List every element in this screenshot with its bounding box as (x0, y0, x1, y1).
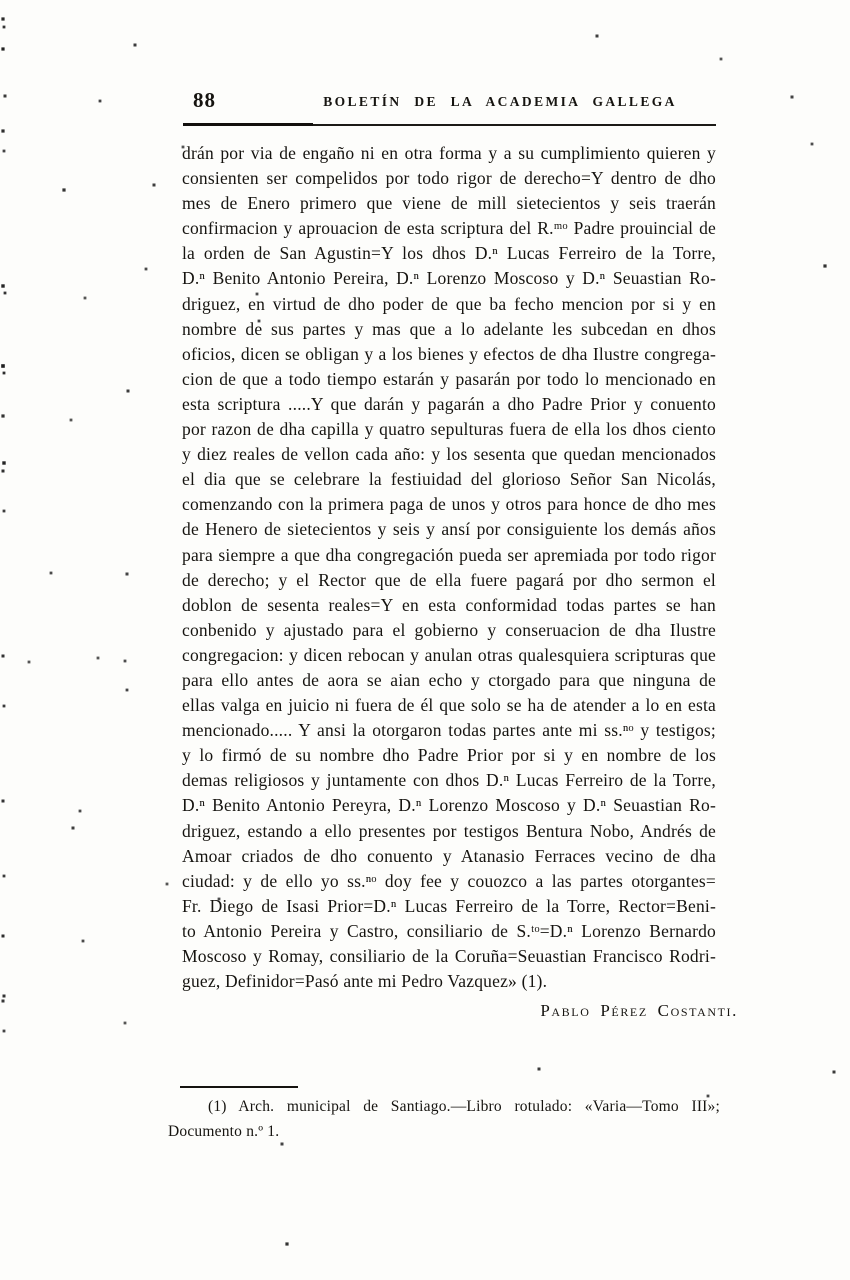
body-text-line: driguez, estando a ello presentes por testigos Bentura Nobo, Andrés de (182, 820, 716, 841)
body-text-line: drán por via de engaño ni en otra forma y a su cumplimiento quieren y (182, 143, 716, 163)
footnote-line: Documento n.º 1. (168, 1123, 280, 1140)
body-text-line: nombre de sus partes y mas que a lo adelante les subcedan en dhos (182, 318, 716, 339)
journal-header-title: BOLETÍN DE LA ACADEMIA GALLEGA (323, 94, 677, 109)
body-text-line: para ello antes de aora se aian echo y ctorgado para que ninguna de (182, 669, 716, 690)
body-text-line: para siempre a que dha congregación pueda ser apremiada por todo rigor (182, 544, 716, 565)
body-text-line: D.ⁿ Benito Antonio Pereyra, D.ⁿ Lorenzo Moscoso y D.ⁿ Seuastian Ro- (182, 795, 716, 816)
footnote (168, 1094, 720, 1144)
body-text-line: Fr. Diego de Isasi Prior=D.ⁿ Lucas Ferreiro de la Torre, Rector=Beni- (182, 895, 716, 916)
body-text-line: congregacion: y dicen rebocan y anulan otras qualesquiera scripturas que (182, 644, 716, 665)
body-text-line: to Antonio Pereira y Castro, consiliario de S.ᵗᵒ=D.ⁿ Lorenzo Bernardo (182, 920, 716, 941)
page-number: 88 (193, 88, 216, 112)
body-text-line: la orden de San Agustin=Y los dhos D.ⁿ Lucas Ferreiro de la Torre, (182, 243, 716, 264)
body-text-line: y diez reales de vellon cada año: y los sesenta que quedan mencionados (182, 444, 716, 465)
body-text-line: demas religiosos y juntamente con dhos D.ⁿ Lucas Ferreiro de la Torre, (182, 770, 716, 791)
footnote-rule (180, 1086, 298, 1088)
document-body-text (182, 141, 716, 994)
body-text-line: guez, Definidor=Pasó ante mi Pedro Vazquez» (1). (182, 971, 548, 992)
body-text-line: comenzando con la primera paga de unos y otros para honce de dho mes (182, 494, 716, 515)
body-text-line: por razon de dha capilla y quatro sepulturas fuera de ella los dhos ciento (182, 419, 716, 440)
footnote-line: (1) Arch. municipal de Santiago.—Libro rotulado: «Varia—Tomo III»; (208, 1098, 720, 1115)
body-text-line: oficios, dicen se obligan y a los bienes y efectos de dha Ilustre congrega- (182, 343, 716, 364)
body-text-line: Amoar criados de dho conuento y Atanasio Ferraces vecino de dha (182, 845, 716, 866)
body-text-line: de derecho; y el Rector que de ella fuere pagará por dho sermon el (182, 569, 716, 590)
body-text-line: cion de que a todo tiempo estarán y pasarán por todo lo mencionado en (182, 368, 716, 389)
body-text-line: confirmacion y aprouacion de esta scriptura del R.ᵐᵒ Padre prouincial de (182, 218, 716, 239)
header-rule (183, 124, 716, 126)
body-text-line: driguez, en virtud de dho poder de que ba fecho mencion por si y en (182, 293, 716, 314)
body-text-line: el dia que se celebrare la festiuidad del glorioso Señor San Nicolás, (182, 469, 716, 490)
body-text-line: ellas valga en juicio ni fuera de él que solo se ha de atender a lo en esta (182, 695, 716, 716)
author-signature: Pablo Pérez Costanti. (540, 1001, 738, 1020)
body-text-line: esta scriptura .....Y que darán y pagarán a dho Padre Prior y conuento (182, 393, 716, 414)
body-text-line: D.ⁿ Benito Antonio Pereira, D.ⁿ Lorenzo Moscoso y D.ⁿ Seuastian Ro- (182, 268, 716, 289)
body-text-line: mes de Enero primero que viene de mill sietecientos y seis traerán (182, 193, 716, 214)
body-text-line: consienten ser compelidos por todo rigor de derecho=Y dentro de dho (182, 168, 716, 189)
body-text-line: ciudad: y de ello yo ss.ⁿᵒ doy fee y couozco a las partes otorgantes= (182, 870, 716, 891)
body-text-line: de Henero de sietecientos y seis y ansí por consiguiente los demás años (182, 519, 716, 540)
body-text-line: Moscoso y Romay, consiliario de la Coruña=Seuastian Francisco Rodri- (182, 946, 716, 966)
body-text-line: y lo firmó de su nombre dho Padre Prior por si y en nombre de los (182, 745, 716, 766)
body-text-line: conbenido y ajustado para el gobierno y conseruacion de dha Ilustre (182, 619, 716, 640)
body-text-line: mencionado..... Y ansi la otorgaron todas partes ante mi ss.ⁿᵒ y testigos; (182, 720, 716, 741)
scan-noise-speckles (0, 0, 2, 2)
body-text-line: doblon de sesenta reales=Y en esta conformidad todas partes se han (182, 594, 716, 615)
